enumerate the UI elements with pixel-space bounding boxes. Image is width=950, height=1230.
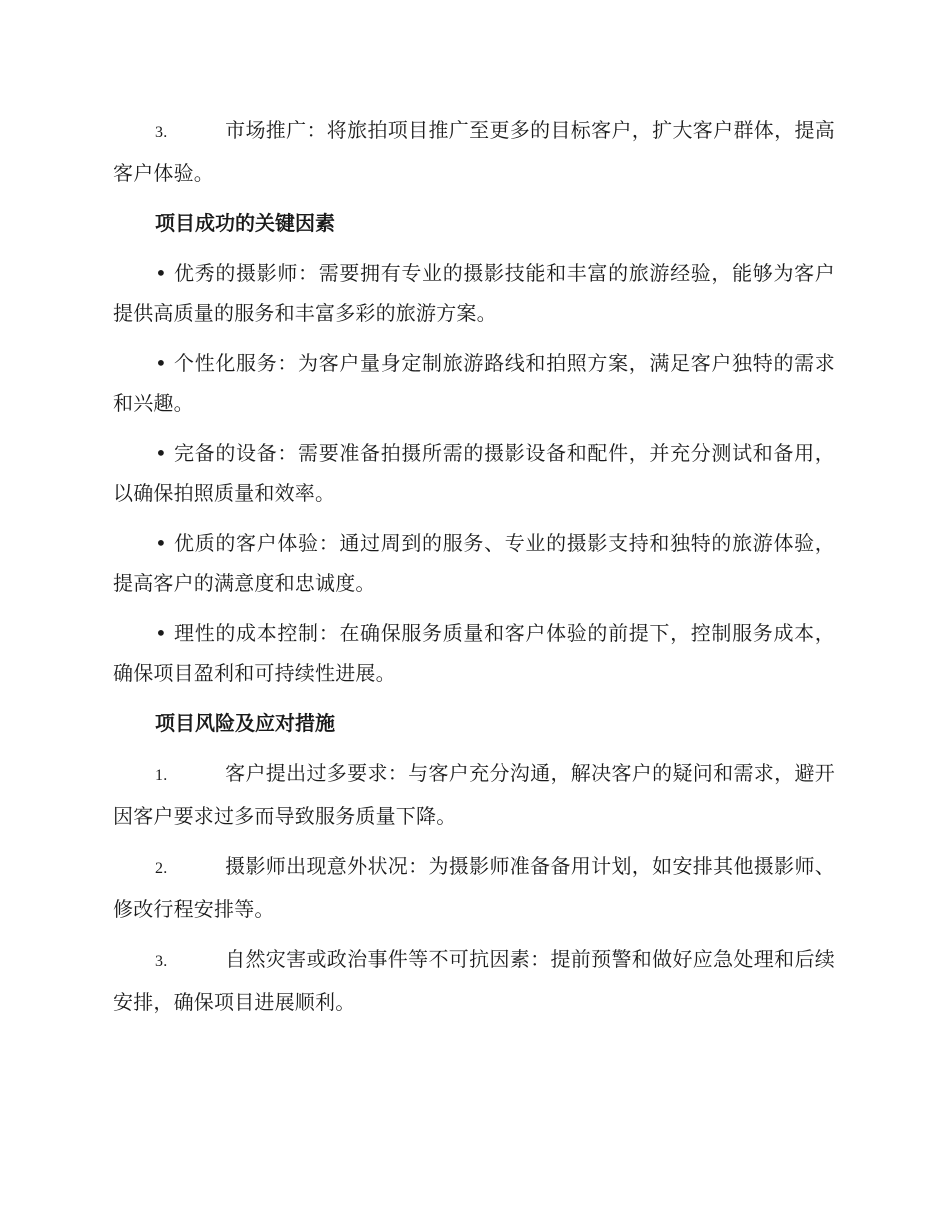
item-number: 1. (155, 767, 168, 784)
item-text: 市场推广：将旅拍项目推广至更多的目标客户，扩大客户群体，提高客户体验。 (113, 118, 835, 185)
item-number: 3. (155, 953, 168, 970)
numbered-item-market-promotion (113, 110, 835, 193)
bullet-item: • 个性化服务：为客户量身定制旅游路线和拍照方案，满足客户独特的需求和兴趣。 (113, 351, 835, 415)
numbered-item (113, 753, 835, 836)
bullet-item: • 理性的成本控制：在确保服务质量和客户体验的前提下，控制服务成本，确保项目盈利和可持续性进展。 (113, 621, 835, 685)
item-text: 自然灾害或政治事件等不可抗因素：提前预警和做好应急处理和后续安排，确保项目进展顺利。 (113, 947, 835, 1014)
bullet-item: • 完备的设备：需要准备拍摄所需的摄影设备和配件，并充分测试和备用，以确保拍照质量和效率。 (113, 441, 835, 505)
numbered-item (113, 846, 835, 929)
item-number: 3. (155, 124, 168, 141)
numbered-item (113, 939, 835, 1022)
item-text: 摄影师出现意外状况：为摄影师准备备用计划，如安排其他摄影师、修改行程安排等。 (113, 854, 835, 921)
document-page (113, 110, 835, 1032)
section-heading-success-factors: 项目成功的关键因素 (155, 211, 335, 235)
item-number: 2. (155, 860, 168, 877)
item-text: 客户提出过多要求：与客户充分沟通，解决客户的疑问和需求，避开因客户要求过多而导致服务质量下降。 (113, 761, 835, 828)
bullet-item: • 优质的客户体验：通过周到的服务、专业的摄影支持和独特的旅游体验，提高客户的满意度和忠诚度。 (113, 531, 835, 595)
bullet-item: • 优秀的摄影师：需要拥有专业的摄影技能和丰富的旅游经验，能够为客户提供高质量的服务和丰富多彩的旅游方案。 (113, 261, 835, 325)
section-heading-risks: 项目风险及应对措施 (155, 711, 335, 735)
